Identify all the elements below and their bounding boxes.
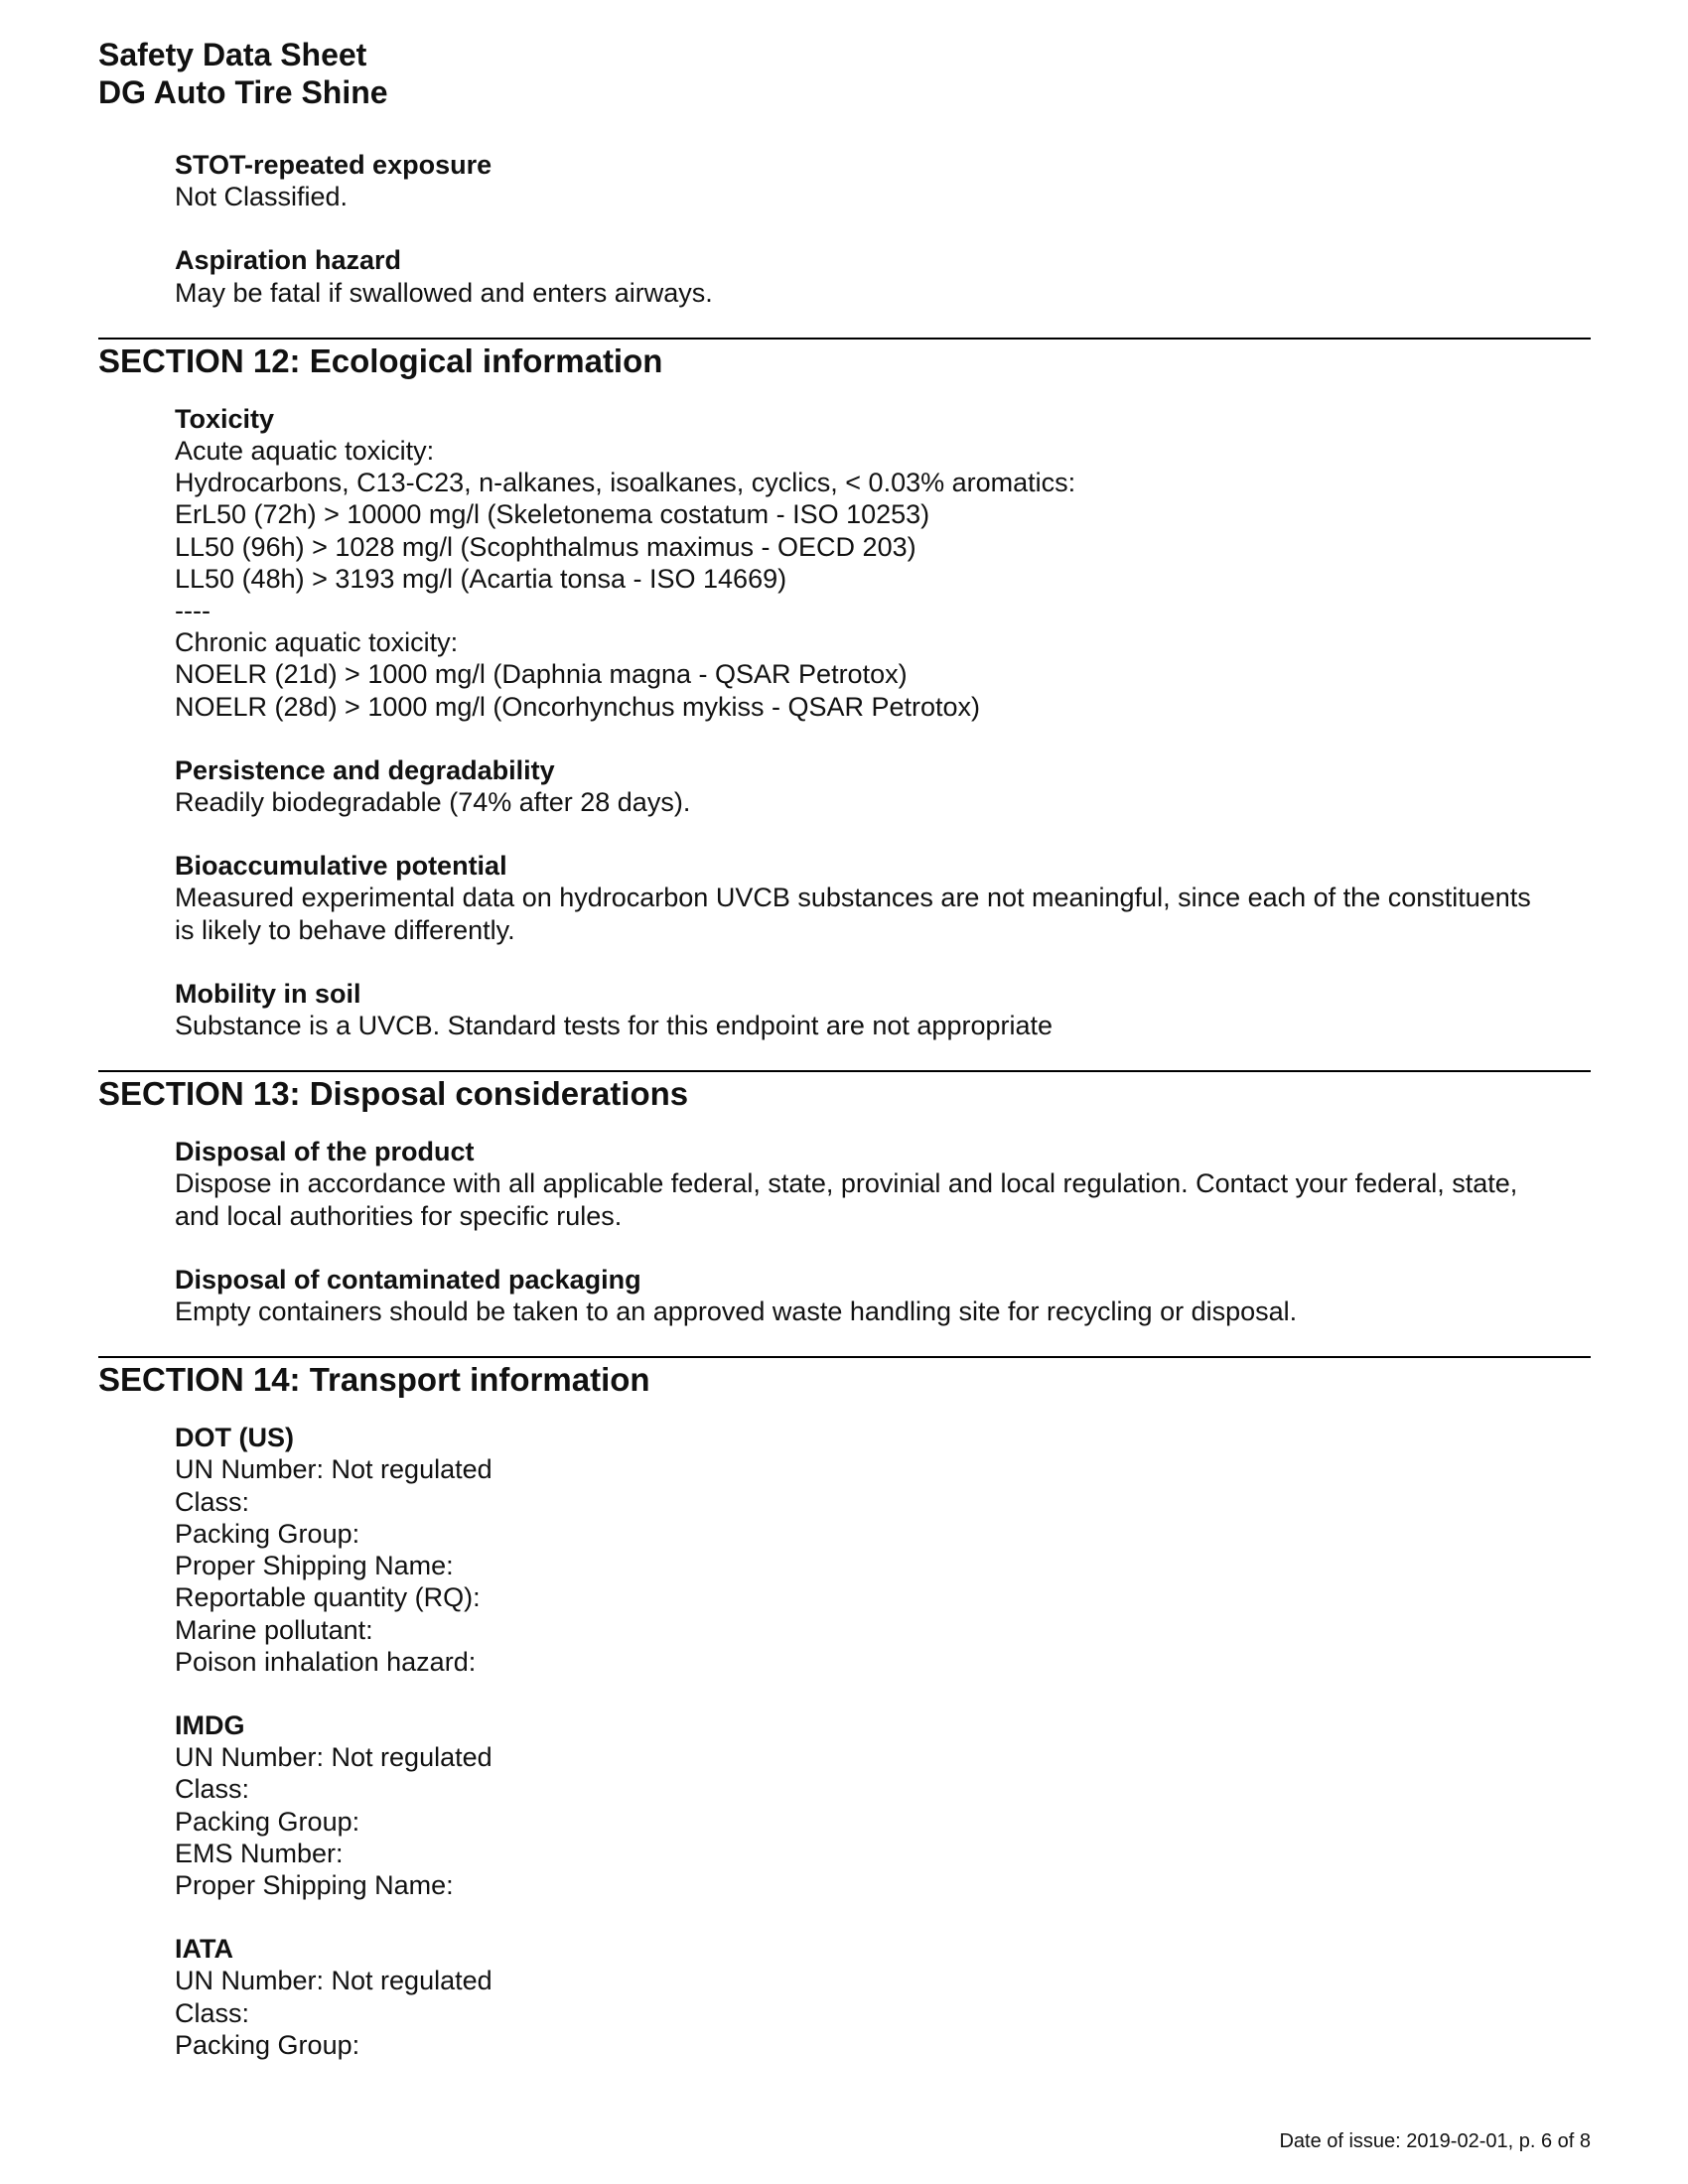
page-footer: Date of issue: 2019-02-01, p. 6 of 8	[1279, 2130, 1591, 2152]
subsection-title: IMDG	[175, 1709, 245, 1740]
text-line: Packing Group:	[175, 2029, 360, 2060]
text-line: LL50 (96h) > 1028 mg/l (Scophthalmus maximus - OECD 203)	[175, 531, 916, 562]
subsection	[175, 1709, 1591, 1901]
subsection-title: Mobility in soil	[175, 978, 361, 1009]
subsection-title: Toxicity	[175, 403, 275, 434]
text-line: Packing Group:	[175, 1518, 360, 1549]
text-line: Reportable quantity (RQ):	[175, 1582, 481, 1613]
section-block	[98, 1070, 1591, 1327]
text-line: and local authorities for specific rules.	[175, 1200, 623, 1231]
text-line: Chronic aquatic toxicity:	[175, 627, 459, 658]
text-line: Class:	[175, 1774, 250, 1805]
text-line: Measured experimental data on hydrocarbon UVCB substances are not meaningful, since each of the constituents	[175, 883, 1531, 913]
text-line: May be fatal if swallowed and enters airways.	[175, 277, 713, 308]
subsection-title: STOT-repeated exposure	[175, 150, 492, 180]
subsection	[175, 850, 1591, 946]
subsection	[175, 1422, 1591, 1678]
subsection	[175, 1136, 1591, 1232]
subsection	[175, 978, 1591, 1041]
text-line: Hydrocarbons, C13-C23, n-alkanes, isoalkanes, cyclics, < 0.03% aromatics:	[175, 468, 1076, 498]
text-line: Poison inhalation hazard:	[175, 1646, 477, 1677]
section-block	[98, 338, 1591, 1041]
subsection	[175, 244, 1591, 308]
text-line: Not Classified.	[175, 182, 349, 212]
text-line: Class:	[175, 1997, 250, 2028]
text-line: Packing Group:	[175, 1806, 360, 1837]
text-line: Empty containers should be taken to an approved waste handling site for recycling or disposal.	[175, 1297, 1298, 1327]
text-line: LL50 (48h) > 3193 mg/l (Acartia tonsa - ISO 14669)	[175, 563, 787, 594]
text-line: UN Number: Not regulated	[175, 1454, 492, 1485]
section-block	[98, 1356, 1591, 2061]
text-line: Marine pollutant:	[175, 1614, 373, 1645]
text-line: UN Number: Not regulated	[175, 1742, 492, 1773]
text-line: is likely to behave differently.	[175, 914, 515, 945]
subsection	[175, 403, 1591, 723]
section-title: SECTION 14: Transport information	[98, 1361, 650, 1399]
text-line: NOELR (21d) > 1000 mg/l (Daphnia magna - QSAR Petrotox)	[175, 659, 908, 690]
text-line: ErL50 (72h) > 10000 mg/l (Skeletonema costatum - ISO 10253)	[175, 499, 930, 530]
product-name: DG Auto Tire Shine	[98, 74, 388, 110]
subsection	[175, 1264, 1591, 1327]
document-title: Safety Data Sheet	[98, 37, 367, 72]
text-line: Substance is a UVCB. Standard tests for this endpoint are not appropriate	[175, 1011, 1054, 1041]
text-line: Dispose in accordance with all applicable federal, state, provinial and local regulation. Contact your federal, state,	[175, 1168, 1518, 1199]
text-line: EMS Number:	[175, 1838, 344, 1868]
subsection-title: Disposal of the product	[175, 1137, 475, 1167]
text-line: Acute aquatic toxicity:	[175, 436, 435, 467]
subsection-title: DOT (US)	[175, 1423, 294, 1453]
text-line: Proper Shipping Name:	[175, 1869, 454, 1900]
text-line: Class:	[175, 1486, 250, 1517]
document-header	[98, 36, 388, 111]
subsection-title: Persistence and degradability	[175, 754, 555, 785]
section-title: SECTION 13: Disposal considerations	[98, 1075, 689, 1113]
text-line: ----	[175, 596, 211, 626]
section-title: SECTION 12: Ecological information	[98, 341, 663, 379]
subsection-title: Bioaccumulative potential	[175, 851, 507, 882]
text-line: Proper Shipping Name:	[175, 1551, 454, 1581]
subsection	[175, 1933, 1591, 2061]
subsection	[175, 149, 1591, 212]
subsection-title: Disposal of contaminated packaging	[175, 1264, 641, 1295]
document-body	[98, 149, 1591, 2061]
subsection-title: IATA	[175, 1934, 233, 1965]
text-line: NOELR (28d) > 1000 mg/l (Oncorhynchus mykiss - QSAR Petrotox)	[175, 691, 981, 722]
text-line: Readily biodegradable (74% after 28 days).	[175, 787, 691, 818]
subsection-title: Aspiration hazard	[175, 245, 402, 276]
subsection	[175, 754, 1591, 818]
text-line: UN Number: Not regulated	[175, 1966, 492, 1996]
